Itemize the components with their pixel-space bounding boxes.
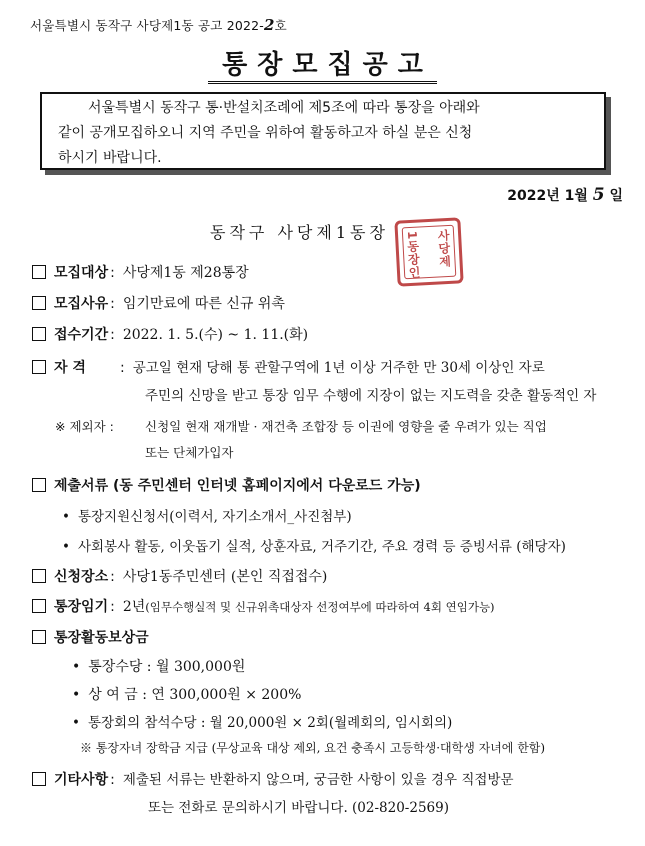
- bullet-icon: •: [62, 509, 70, 525]
- place-label: 신청장소: [54, 569, 109, 585]
- page-title: [0, 44, 645, 81]
- seal-text-right: 사당제: [435, 228, 452, 269]
- bullet-icon: •: [72, 687, 81, 703]
- intro-line-3: 하시기 바랍니다.: [58, 150, 162, 166]
- seal-text-left: 1동장인: [404, 230, 422, 280]
- item-period: 접수기간 : 2022. 1. 5.(수) ~ 1. 11.(화): [32, 324, 308, 344]
- item-reason: 모집사유 : 임기만료에 따른 신규 위촉: [32, 293, 285, 313]
- qualification-line-1: 공고일 현재 당해 통 관할구역에 1년 이상 거주한 만 30세 이상인 자로: [132, 360, 545, 376]
- compensation-bullet-1: • 통장수당 : 월 300,000원: [72, 659, 246, 675]
- bullet-icon: •: [72, 659, 81, 675]
- etc-line-1: 제출된 서류는 반환하지 않으며, 궁금한 사항이 있을 경우 직접방문: [122, 772, 514, 788]
- notice-date: [507, 185, 623, 205]
- excluded-mark: ※ 제외자 :: [55, 419, 114, 434]
- etc-line-2: 또는 전화로 문의하시기 바랍니다. (02-820-2569): [148, 800, 449, 816]
- checkbox-icon: [32, 599, 46, 613]
- checkbox-icon: [32, 772, 46, 786]
- compensation-label: 통장활동보상금: [54, 630, 149, 646]
- period-value: 2022. 1. 5.(수) ~ 1. 11.(화): [122, 327, 309, 343]
- notice-number: [30, 16, 287, 34]
- bullet-icon: •: [62, 539, 70, 555]
- term-label: 통장임기: [54, 599, 109, 615]
- item-compensation: [32, 627, 149, 647]
- checkbox-icon: [32, 478, 46, 492]
- reason-label: 모집사유: [54, 296, 109, 312]
- checkbox-icon: [32, 569, 46, 583]
- bullet-icon: •: [72, 715, 80, 731]
- item-place: 신청장소 : 사당1동주민센터 (본인 직접접수): [32, 566, 327, 586]
- checkbox-icon: [32, 360, 46, 374]
- compensation-bullet-2: • 상 여 금 : 연 300,000원 × 200%: [72, 687, 302, 703]
- target-label: 모집대상: [54, 265, 109, 281]
- qualification-line-2: 주민의 신망을 받고 통장 임무 수행에 지장이 없는 지도력을 갖춘 활동적인 자: [145, 388, 597, 404]
- item-documents: [32, 475, 421, 495]
- item-term: 통장임기 : 2년(임무수행실적 및 신규위촉대상자 선정여부에 따라하여 4회 연임가능): [32, 596, 495, 616]
- date-prefix: 2022년 1월: [507, 188, 588, 204]
- item-target: 모집대상 : 사당제1동 제28통장: [32, 262, 249, 282]
- date-day-handwritten: 5: [592, 185, 605, 205]
- excluded-line-1: 신청일 현재 재개발 · 재건축 조합장 등 이권에 영향을 줄 우려가 있는 직업: [145, 419, 547, 434]
- intro-line-1: 서울특별시 동작구 통·반설치조례에 제5조에 따라 통장을 아래와: [88, 100, 480, 116]
- checkbox-icon: [32, 265, 46, 279]
- intro-line-2: 같이 공개모집하오니 지역 주민을 위하여 활동하고자 하실 분은 신청: [58, 125, 473, 141]
- scholarship-note: ※ 통장자녀 장학금 지급 (무상교육 대상 제외, 요건 충족시 고등학생·대학생 자녀에 한함): [80, 741, 546, 755]
- documents-bullet-2: • 사회봉사 활동, 이웃돕기 실적, 상훈자료, 거주기간, 주요 경력 등 증빙서류 (해당자): [62, 539, 566, 555]
- notice-number-suffix: 호: [274, 18, 287, 33]
- compensation-bullet-3: • 통장회의 참석수당 : 월 20,000원 × 2회(월례회의, 임시회의): [72, 715, 453, 731]
- checkbox-icon: [32, 630, 46, 644]
- qualification-label: 자 격: [54, 360, 86, 376]
- reason-value: 임기만료에 따른 신규 위촉: [122, 296, 285, 312]
- place-value: 사당1동주민센터 (본인 직접접수): [122, 569, 328, 585]
- period-label: 접수기간: [54, 327, 109, 343]
- target-value: 사당제1동 제28통장: [122, 265, 249, 281]
- etc-label: 기타사항: [54, 772, 109, 788]
- checkbox-icon: [32, 327, 46, 341]
- item-etc: 기타사항 : 제출된 서류는 반환하지 않으며, 궁금한 사항이 있을 경우 직접방문: [32, 768, 514, 789]
- date-suffix: 일: [609, 188, 623, 204]
- documents-bullet-1: • 통장지원신청서(이력서, 자기소개서_사진첨부): [62, 509, 352, 525]
- term-value: 2년: [122, 599, 146, 615]
- documents-label: 제출서류 (동 주민센터 인터넷 홈페이지에서 다운로드 가능): [54, 478, 421, 494]
- official-seal-stamp: [394, 217, 463, 286]
- issuer-name: 동작구 사당제1동장: [210, 223, 389, 242]
- term-note: (임무수행실적 및 신규위촉대상자 선정여부에 따라하여 4회 연임가능): [145, 600, 495, 614]
- excluded-line-2: 또는 단체가입자: [145, 445, 234, 460]
- item-qualification: 자 격 : 공고일 현재 당해 통 관할구역에 1년 이상 거주한 만 30세 이상인 자로: [32, 356, 545, 377]
- notice-number-prefix: 서울특별시 동작구 사당제1동 공고 2022-: [30, 18, 265, 33]
- intro-box: [40, 92, 606, 170]
- notice-number-handwritten: 2: [264, 16, 275, 34]
- page-title-text: 통장모집공고: [208, 50, 437, 84]
- checkbox-icon: [32, 296, 46, 310]
